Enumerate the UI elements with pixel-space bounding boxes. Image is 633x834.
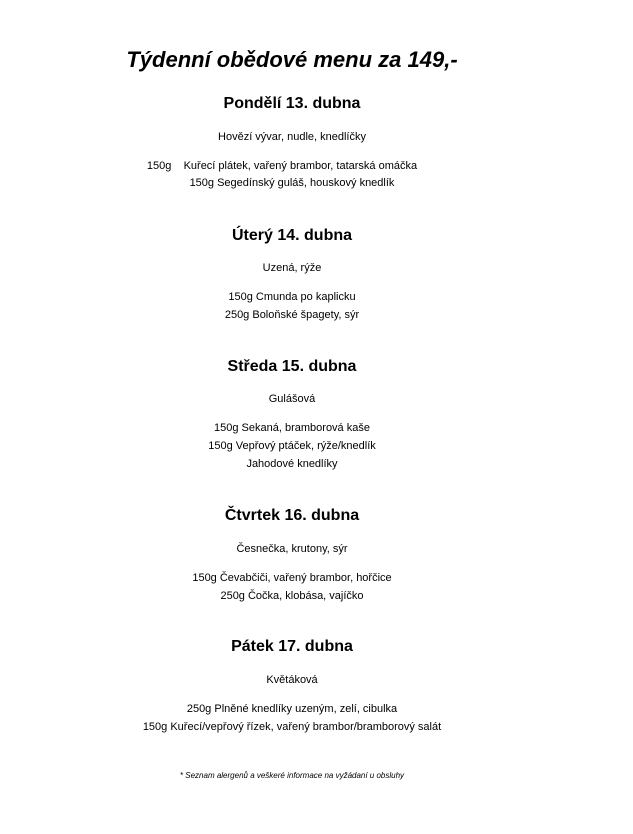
soup: Česnečka, krutony, sýr (236, 543, 348, 555)
main-dish: 150g Segedínský guláš, houskový knedlík (189, 177, 395, 189)
day-heading-friday: Pátek 17. dubna (231, 638, 353, 655)
soup: Uzená, rýže (262, 262, 322, 274)
main-dish: 150g Kuřecí plátek, vařený brambor, tatarská omáčka (146, 160, 418, 172)
page-title: Týdenní obědové menu za 149,- (126, 47, 458, 72)
main-dish: 250g Čočka, klobása, vajíčko (220, 590, 364, 602)
soup: Hovězí vývar, nudle, knedlíčky (218, 131, 366, 143)
soup: Květáková (266, 674, 318, 686)
main-dish: 150g Cmunda po kaplicku (228, 291, 356, 303)
soup: Gulášová (268, 393, 316, 405)
day-heading-monday: Pondělí 13. dubna (223, 95, 361, 112)
main-dish: Jahodové knedlíky (246, 458, 338, 470)
main-dish: 150g Kuřecí/vepřový řízek, vařený brambor/bramborový salát (142, 721, 442, 733)
main-dish: 250g Plněné knedlíky uzeným, zelí, cibulka (186, 703, 398, 715)
day-heading-tuesday: Úterý 14. dubna (231, 227, 353, 244)
main-dish: 250g Boloňské špagety, sýr (224, 309, 360, 321)
main-dish: 150g Čevabčiči, vařený brambor, hořčice (192, 572, 392, 584)
main-dish: 150g Sekaná, bramborová kaše (214, 422, 370, 434)
main-dish: 150g Vepřový ptáček, rýže/knedlík (208, 440, 376, 452)
day-heading-wednesday: Středa 15. dubna (227, 358, 357, 375)
day-heading-thursday: Čtvrtek 16. dubna (224, 507, 360, 524)
allergen-footnote: * Seznam alergenů a veškeré informace na vyžádaní u obsluhy (179, 771, 405, 780)
